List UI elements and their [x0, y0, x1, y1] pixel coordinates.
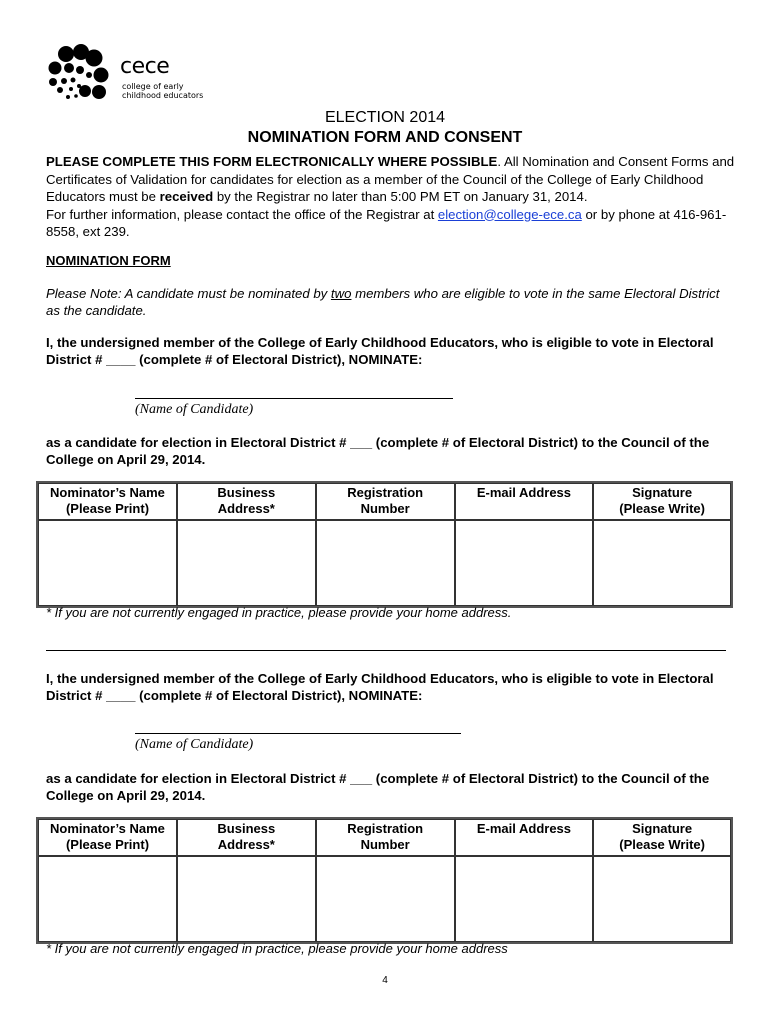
dots-logo-icon [44, 44, 116, 104]
registration-number-cell[interactable] [316, 520, 455, 606]
header-signature: Signature (Please Write) [593, 819, 731, 856]
header-email-address: E-mail Address [455, 819, 594, 856]
college-logo [44, 44, 214, 104]
election-text-1: as a candidate for election in Electoral District # ___ (complete # of Electoral District) to the Council of the College on April 29, 2014. [46, 435, 710, 467]
header-registration-number: Registration Number [316, 483, 455, 520]
intro-text-1: . All Nomination and Consent Forms and Certificates of Validation for candidates for election as a member of the Council of the College of Early Childhood Educators must be [46, 154, 735, 204]
header-business-address: Business Address* [177, 483, 316, 520]
registrar-email-link[interactable]: election@college-ece.ca [437, 206, 582, 222]
table-row [38, 856, 731, 942]
table-header-row [38, 483, 731, 520]
header-signature: Signature (Please Write) [593, 483, 731, 520]
section-heading: NOMINATION FORM [46, 253, 171, 268]
logo-wordmark: cece [120, 54, 170, 79]
logo-subtitle-line2: childhood educators [122, 91, 204, 100]
business-address-cell[interactable] [177, 856, 316, 942]
candidate-label-1: (Name of Candidate) [135, 402, 254, 417]
intro-paragraph [46, 153, 736, 241]
header-email-address: E-mail Address [455, 483, 594, 520]
signature-cell[interactable] [593, 856, 731, 942]
note-part-1: Please Note: A candidate must be nominated by [46, 286, 331, 301]
intro-text-3: For further information, please contact the office of the Registrar at [46, 206, 438, 222]
candidate-name-line-1[interactable] [135, 398, 453, 399]
header-nominator-name: Nominator’s Name (Please Print) [38, 819, 177, 856]
section-divider [46, 650, 726, 651]
footnote-2: * If you are not currently engaged in practice, please provide your home address [46, 941, 508, 956]
header-business-address: Business Address* [177, 819, 316, 856]
intro-text-4: or by phone at 416-961-8558, ext 239. [46, 206, 727, 239]
email-address-cell[interactable] [455, 520, 594, 606]
table-row [38, 520, 731, 606]
nomination-statement-2: I, the undersigned member of the College of Early Childhood Educators, who is eligible to vote in Electoral District # ____ (complete # of Electoral District), NOMINATE: [46, 671, 714, 703]
table-header-row [38, 819, 731, 856]
email-address-cell[interactable] [455, 856, 594, 942]
nominator-table-2 [36, 817, 733, 944]
note-part-2: members who are eligible to vote in the same Electoral District as the candidate. [46, 286, 720, 318]
signature-cell[interactable] [593, 520, 731, 606]
intro-bold-lead: PLEASE COMPLETE THIS FORM ELECTRONICALLY WHERE POSSIBLE [46, 154, 498, 169]
footnote-1: * If you are not currently engaged in practice, please provide your home address. [46, 605, 512, 620]
nominator-name-cell[interactable] [38, 856, 177, 942]
candidate-label-2: (Name of Candidate) [135, 737, 254, 752]
page-number: 4 [382, 975, 388, 986]
nomination-statement-1: I, the undersigned member of the College of Early Childhood Educators, who is eligible to vote in Electoral District # ____ (complete # of Electoral District), NOMINATE: [46, 335, 714, 367]
registration-number-cell[interactable] [316, 856, 455, 942]
intro-received: received [159, 189, 214, 204]
header-registration-number: Registration Number [316, 819, 455, 856]
nomination-note [46, 285, 736, 319]
note-two: two [330, 286, 352, 301]
form-title: NOMINATION FORM AND CONSENT [247, 129, 523, 146]
election-text-2: as a candidate for election in Electoral District # ___ (complete # of Electoral District) to the Council of the College on April 29, 2014. [46, 771, 710, 803]
nominator-table-1 [36, 481, 733, 608]
logo-subtitle-line1: college of early [122, 82, 184, 91]
business-address-cell[interactable] [177, 520, 316, 606]
intro-text-2: by the Registrar no later than 5:00 PM ET on January 31, 2014. [213, 189, 588, 204]
candidate-name-line-2[interactable] [135, 733, 461, 734]
election-title: ELECTION 2014 [324, 109, 446, 126]
header-nominator-name: Nominator’s Name (Please Print) [38, 483, 177, 520]
nominator-name-cell[interactable] [38, 520, 177, 606]
